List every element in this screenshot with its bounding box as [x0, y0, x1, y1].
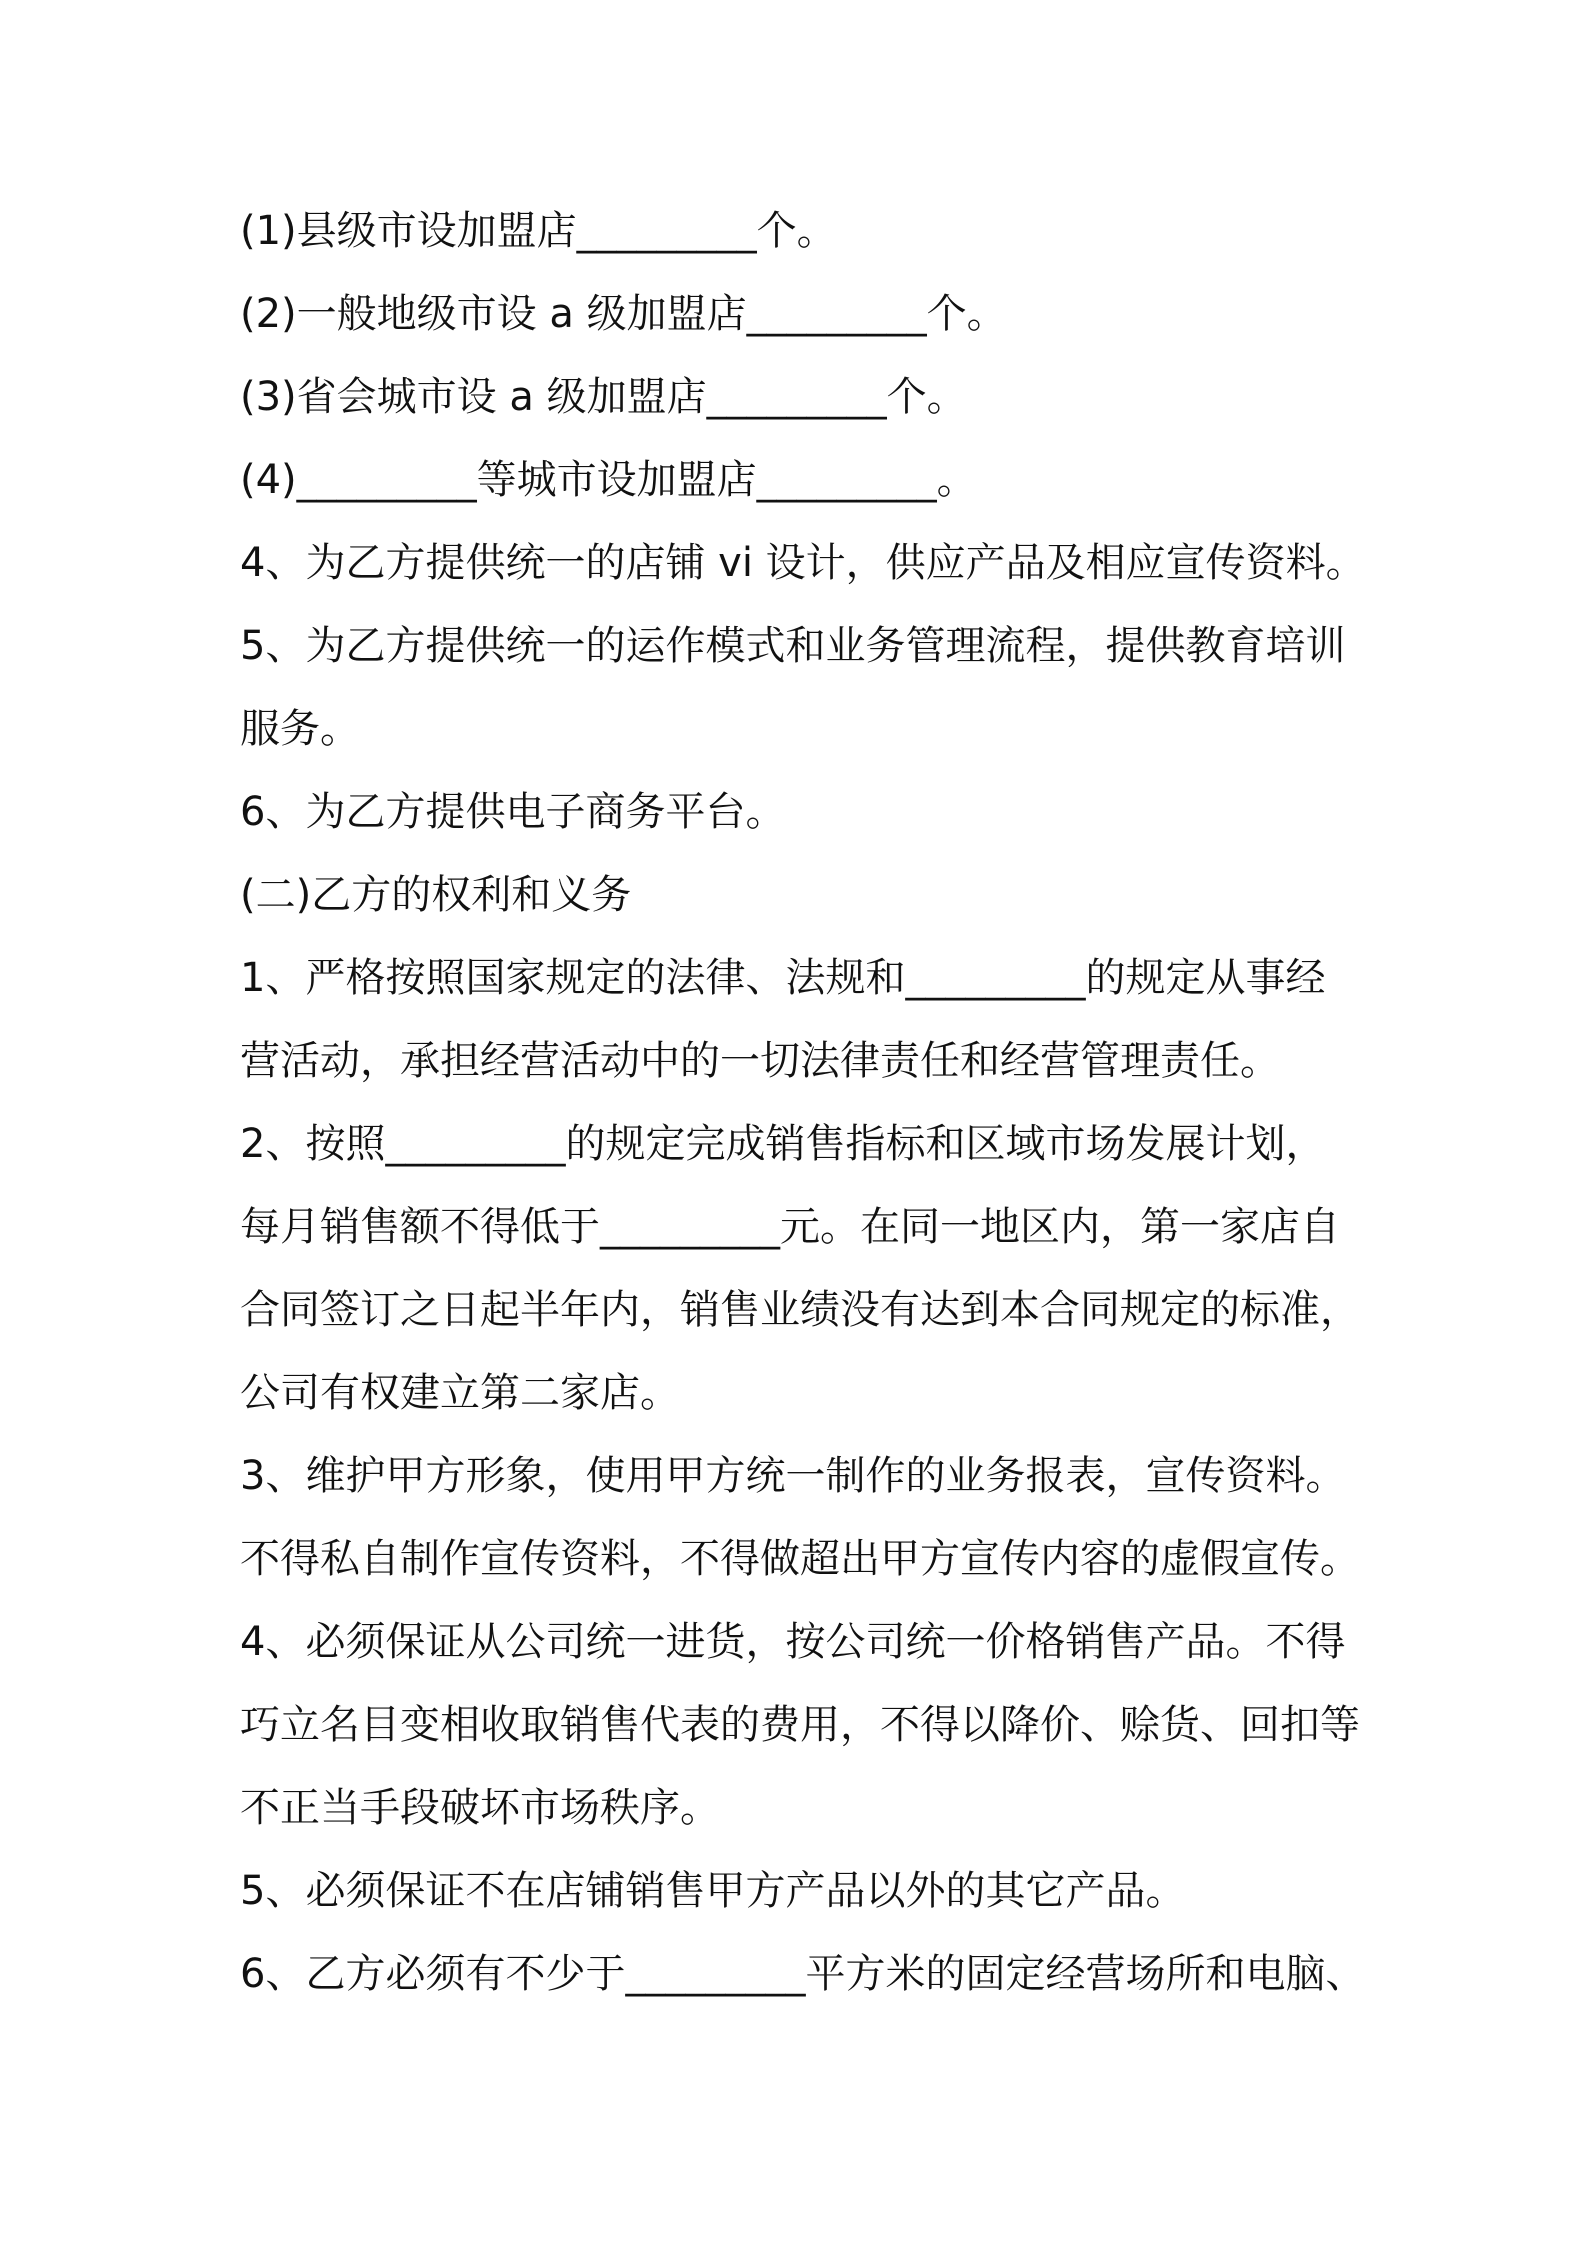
- text-line: 不得私自制作宣传资料，不得做超出甲方宣传内容的虚假宣传。: [240, 1536, 1360, 1582]
- text-line: (4)_________等城市设加盟店_________。: [240, 457, 977, 503]
- text-line: 1、严格按照国家规定的法律、法规和_________的规定从事经: [240, 955, 1326, 1001]
- text-line: (2)一般地级市设 a 级加盟店_________个。: [240, 291, 1007, 337]
- text-line: 5、必须保证不在店铺销售甲方产品以外的其它产品。: [240, 1868, 1186, 1914]
- text-line: 巧立名目变相收取销售代表的费用，不得以降价、赊货、回扣等: [240, 1702, 1360, 1748]
- text-line: 营活动，承担经营活动中的一切法律责任和经营管理责任。: [240, 1038, 1280, 1084]
- text-line: 合同签订之日起半年内，销售业绩没有达到本合同规定的标准，: [240, 1287, 1360, 1333]
- text-line: 每月销售额不得低于_________元。在同一地区内，第一家店自: [240, 1204, 1340, 1250]
- text-line: 2、按照_________的规定完成销售指标和区域市场发展计划，: [240, 1121, 1326, 1167]
- text-line: 5、为乙方提供统一的运作模式和业务管理流程，提供教育培训: [240, 623, 1346, 669]
- text-line: 3、维护甲方形象，使用甲方统一制作的业务报表，宣传资料。: [240, 1453, 1346, 1499]
- section-heading: (二)乙方的权利和义务: [240, 872, 632, 918]
- document-body: [240, 190, 1370, 2016]
- text-line: 6、乙方必须有不少于_________平方米的固定经营场所和电脑、: [240, 1951, 1366, 1997]
- text-line: 服务。: [240, 706, 360, 752]
- text-line: 公司有权建立第二家店。: [240, 1370, 680, 1416]
- text-line: 6、为乙方提供电子商务平台。: [240, 789, 786, 835]
- text-line: (3)省会城市设 a 级加盟店_________个。: [240, 374, 967, 420]
- text-line: 4、为乙方提供统一的店铺 vi 设计，供应产品及相应宣传资料。: [240, 540, 1366, 586]
- text-line: 4、必须保证从公司统一进货，按公司统一价格销售产品。不得: [240, 1619, 1346, 1665]
- text-line: (1)县级市设加盟店_________个。: [240, 208, 837, 254]
- text-line: 不正当手段破坏市场秩序。: [240, 1785, 720, 1831]
